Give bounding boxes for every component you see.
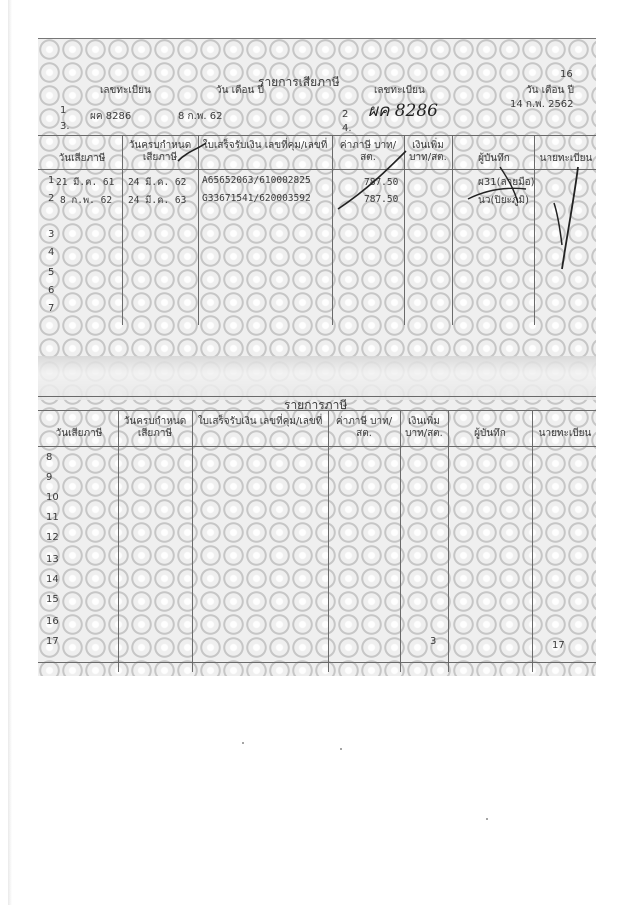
lower-row-no: 9: [46, 472, 53, 483]
row2-date: 14 ก.พ. 2562: [510, 99, 574, 110]
row2-no: 2: [342, 109, 349, 120]
scan-speck: [486, 818, 488, 820]
lower-header-bottom-rule: [38, 446, 596, 447]
date-label-left: วัน เดือน ปี: [216, 85, 264, 96]
date-label-right: วัน เดือน ปี: [526, 85, 574, 96]
lower-row-no: 17: [46, 636, 59, 647]
lower-row-no: 11: [46, 512, 59, 523]
scan-speck: [242, 742, 244, 744]
upper-row-recorder: นว(ปิยะภูมิ): [478, 195, 530, 206]
row1-no: 1: [60, 105, 67, 116]
lower-row-no: 14: [46, 574, 59, 585]
col-header-registrar: นายทะเบียน: [539, 153, 593, 164]
col-header-paid: วันเสียภาษี: [58, 153, 106, 164]
upper-row-tax: 787.50: [364, 177, 399, 188]
footer-page-number: 17: [552, 640, 565, 651]
lower-row-no: 13: [46, 554, 59, 565]
upper-row-no: 6: [48, 285, 55, 296]
upper-tax-form: [38, 38, 596, 359]
col-header-tax: ค่าภาษี บาท/สต.: [339, 140, 397, 163]
col-header-due: วันครบกำหนด เสียภาษี: [128, 140, 192, 163]
lower-row-no: 15: [46, 594, 59, 605]
upper-row-tax: 787.50: [364, 194, 399, 205]
reg-no-label-left: เลขทะเบียน: [100, 85, 151, 96]
upper-row-no: 5: [48, 267, 55, 278]
upper-row-receipt: G33671541/620003592: [202, 193, 311, 204]
row3-no: 3.: [60, 121, 70, 132]
row2-plate-handwritten: ผค 8286: [368, 101, 439, 121]
upper-row-no: 7: [48, 303, 55, 314]
col-header-fine: เงินเพิ่ม บาท/สต.: [409, 140, 447, 163]
page-number: 16: [560, 69, 573, 80]
lower-row-no: 12: [46, 532, 59, 543]
lower-form-title: รายการภาษี: [284, 398, 348, 412]
upper-row-receipt: A65652063/610002825: [202, 175, 311, 186]
upper-row-no: 1: [48, 175, 55, 186]
lower-tax-form: [38, 394, 596, 676]
upper-row-paid: 21 มี.ค. 61: [56, 177, 115, 188]
lower-col-header-fine: เงินเพิ่ม บาท/สต.: [405, 416, 443, 439]
col-divider: [118, 410, 119, 672]
upper-row-no: 2: [48, 193, 55, 204]
lower-table-top-rule: [38, 410, 596, 411]
row1-date: 8 ก.พ. 62: [178, 111, 223, 122]
lower-row-no: 10: [46, 492, 59, 503]
lower-table-bottom-rule: [38, 662, 596, 663]
lower-mark: 3: [430, 636, 437, 647]
lower-row-no: 8: [46, 452, 53, 463]
scan-edge: [8, 0, 12, 905]
col-divider: [532, 410, 533, 672]
handwritten-marks: [38, 39, 596, 359]
upper-row-recorder: ผ31(ลายมือ): [478, 177, 535, 188]
row4-no: 4.: [342, 123, 352, 134]
col-divider: [328, 410, 329, 672]
row1-plate: ผค 8286: [90, 111, 132, 122]
lower-col-header-due: วันครบกำหนด เสียภาษี: [123, 416, 187, 439]
lower-col-header-receipt: ใบเสร็จรับเงิน เลขที่คุม/เลขที่: [197, 416, 323, 427]
lower-row-no: 16: [46, 616, 59, 627]
scan-speck: [340, 748, 342, 750]
form-title: รายการเสียภาษี: [258, 75, 340, 89]
lower-col-header-registrar: นายทะเบียน: [538, 428, 592, 439]
lower-col-header-recorder: ผู้บันทึก: [474, 428, 506, 439]
lower-col-header-paid: วันเสียภาษี: [55, 428, 103, 439]
col-header-receipt: ใบเสร็จรับเงิน เลขที่คุม/เลขที่: [202, 140, 328, 151]
tax-record-sheet: [38, 38, 596, 676]
upper-row-no: 4: [48, 247, 55, 258]
col-header-recorder: ผู้บันทึก: [478, 153, 510, 164]
lower-col-header-tax: ค่าภาษี บาท/สต.: [335, 416, 393, 439]
col-divider: [448, 410, 449, 672]
col-divider: [400, 410, 401, 672]
col-divider: [192, 410, 193, 672]
upper-row-no: 3: [48, 229, 55, 240]
upper-row-due: 24 มี.ค. 62: [128, 177, 187, 188]
reg-no-label-right: เลขทะเบียน: [374, 85, 425, 96]
upper-row-due: 24 มี.ค. 63: [128, 195, 187, 206]
upper-row-paid: 8 ก.พ. 62: [60, 195, 113, 206]
